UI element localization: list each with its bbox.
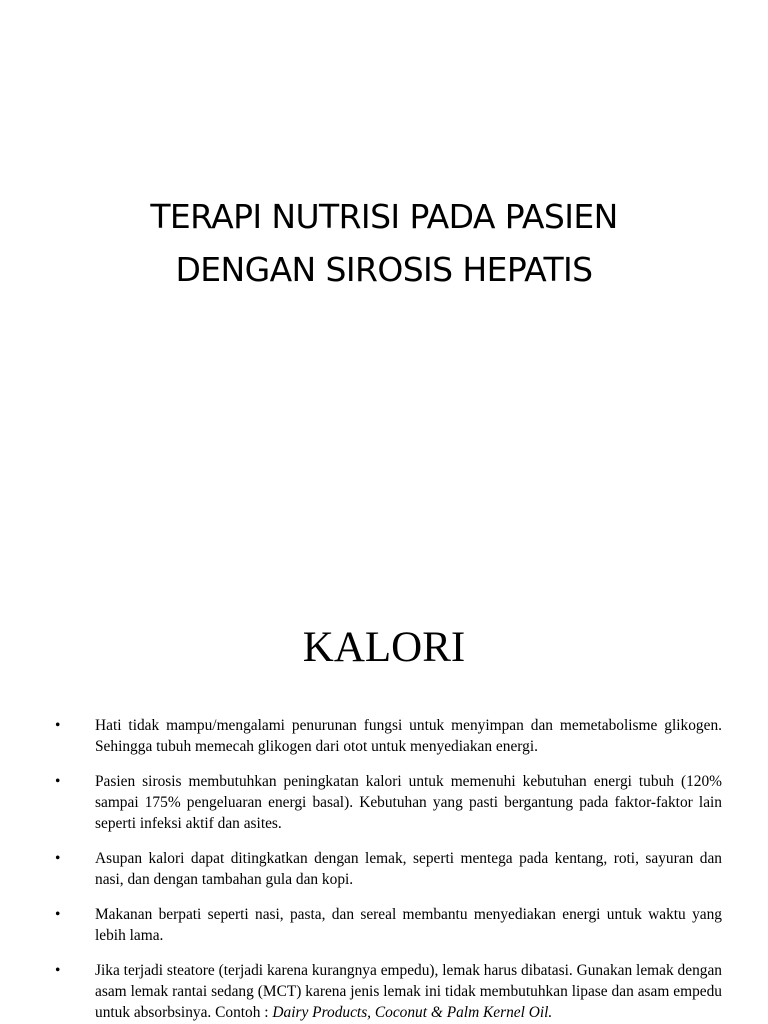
section-heading: KALORI — [302, 624, 466, 671]
bullet-text: Hati tidak mampu/mengalami penurunan fungsi untuk menyimpan dan memetabolisme glikogen. Sehingga tubuh memecah glikogen dari otot untuk menyediakan energi. — [95, 717, 722, 755]
list-item — [55, 904, 722, 946]
list-item — [55, 848, 722, 890]
bullet-list — [55, 715, 722, 1024]
slide-title — [40, 190, 728, 296]
bullet-icon: • — [55, 850, 61, 867]
bullet-icon: • — [55, 717, 61, 734]
list-item — [55, 715, 722, 757]
bullet-text: Jika terjadi steatore (terjadi karena kurangnya empedu), lemak harus dibatasi. Gunakan lemak dengan asam lemak rantai sedang (MCT) karena jenis lemak ini tidak membutuhkan lipase dan asam empedu untuk absorbsinya. Contoh : — [95, 962, 722, 1021]
slide-title-line-2: DENGAN SIROSIS HEPATIS — [175, 250, 593, 289]
bullet-icon: • — [55, 906, 61, 923]
bullet-text: Asupan kalori dapat ditingkatkan dengan lemak, seperti mentega pada kentang, roti, sayuran dan nasi, dan dengan tambahan gula dan kopi. — [95, 850, 722, 888]
bullet-text: Pasien sirosis membutuhkan peningkatan kalori untuk memenuhi kebutuhan energi tubuh (120% sampai 175% pengeluaran energi basal). Kebutuhan yang pasti bergantung pada faktor-faktor lain seperti infeksi aktif dan asites. — [95, 773, 722, 832]
bullet-icon: • — [55, 773, 61, 790]
list-item — [55, 771, 722, 834]
kalori-slide — [0, 576, 768, 1024]
bullet-text-italic: Dairy Products, Coconut & Palm Kernel Oil. — [272, 1004, 553, 1021]
list-item — [55, 960, 722, 1023]
slide-title-line-1: TERAPI NUTRISI PADA PASIEN — [150, 197, 618, 236]
bullet-icon: • — [55, 962, 61, 979]
bullet-text: Makanan berpati seperti nasi, pasta, dan sereal membantu menyediakan energi untuk waktu yang lebih lama. — [95, 906, 722, 944]
